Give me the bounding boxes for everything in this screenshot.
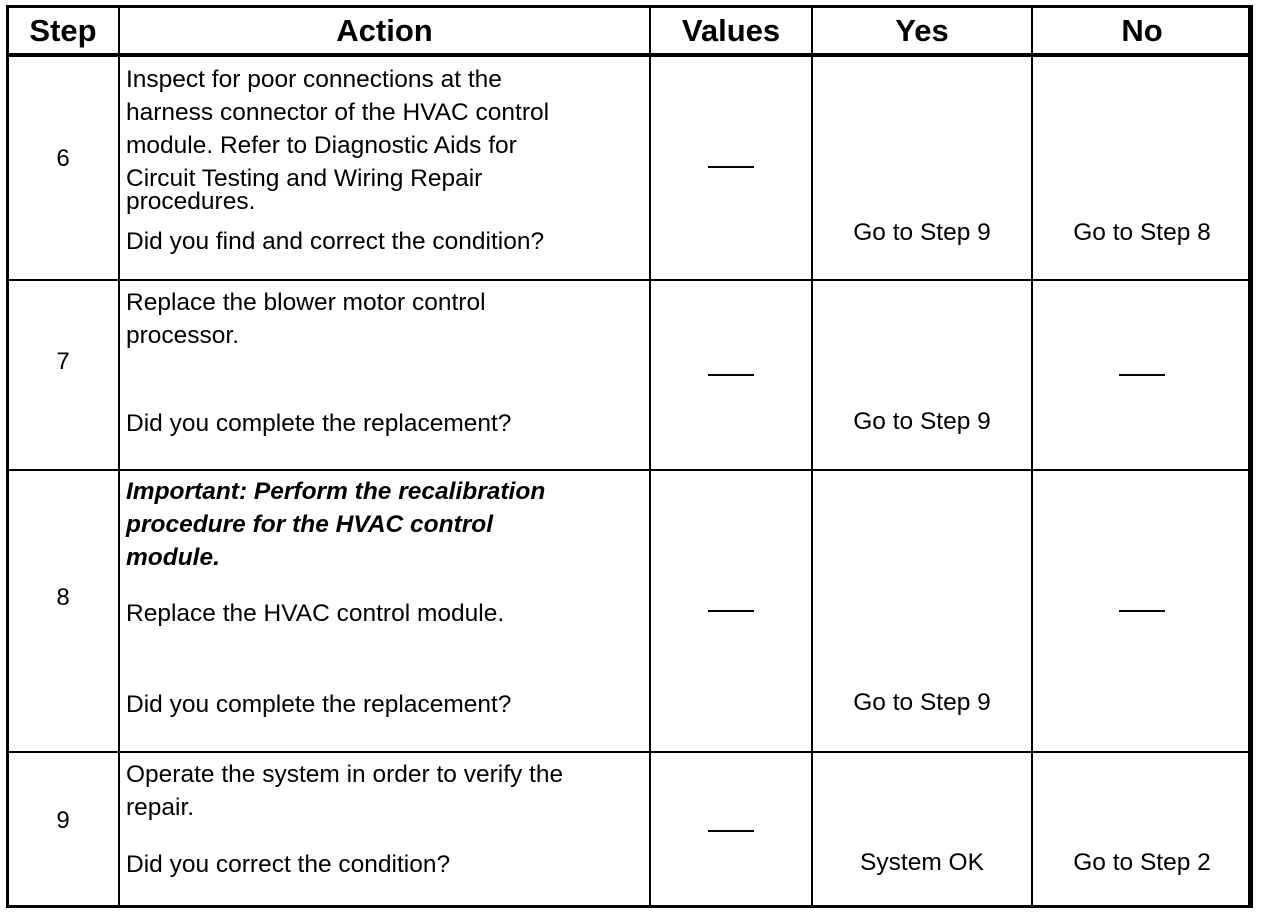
action-line: Operate the system in order to verify the — [126, 761, 564, 788]
action-line: Replace the blower motor control — [126, 289, 486, 316]
action-line: module. Refer to Diagnostic Aids for — [126, 132, 517, 159]
yes-result: Go to Step 9 — [853, 689, 991, 716]
action-line: Inspect for poor connections at the — [126, 66, 502, 93]
header-action: Action — [119, 6, 650, 55]
header-no: No — [1032, 6, 1252, 55]
action-line: Replace the HVAC control module. — [126, 600, 505, 627]
important-line: procedure for the HVAC control — [126, 511, 494, 538]
header-step: Step — [7, 6, 119, 55]
yes-result: Go to Step 9 — [853, 408, 991, 435]
header-values: Values — [650, 6, 812, 55]
action-line: procedures. — [126, 188, 256, 215]
action-line: processor. — [126, 322, 240, 349]
no-result: Go to Step 2 — [1073, 849, 1211, 876]
step-number: 6 — [56, 145, 70, 172]
action-line: repair. — [126, 794, 195, 821]
action-line: Circuit Testing and Wiring Repair — [126, 165, 483, 192]
action-question: Did you correct the condition? — [126, 851, 451, 878]
important-line: module. — [126, 544, 220, 571]
yes-result: Go to Step 9 — [853, 219, 991, 246]
yes-result: System OK — [860, 849, 984, 876]
header-yes: Yes — [812, 6, 1032, 55]
no-result: Go to Step 8 — [1073, 219, 1211, 246]
step-number: 9 — [56, 807, 70, 834]
action-question: Did you find and correct the condition? — [126, 228, 545, 255]
action-question: Did you complete the replacement? — [126, 410, 512, 437]
step-number: 8 — [56, 584, 70, 611]
action-line: harness connector of the HVAC control — [126, 99, 550, 126]
action-question: Did you complete the replacement? — [126, 691, 512, 718]
important-line: Important: Perform the recalibration — [126, 478, 546, 505]
step-number: 7 — [56, 348, 70, 375]
table-outer-border — [6, 5, 1251, 908]
